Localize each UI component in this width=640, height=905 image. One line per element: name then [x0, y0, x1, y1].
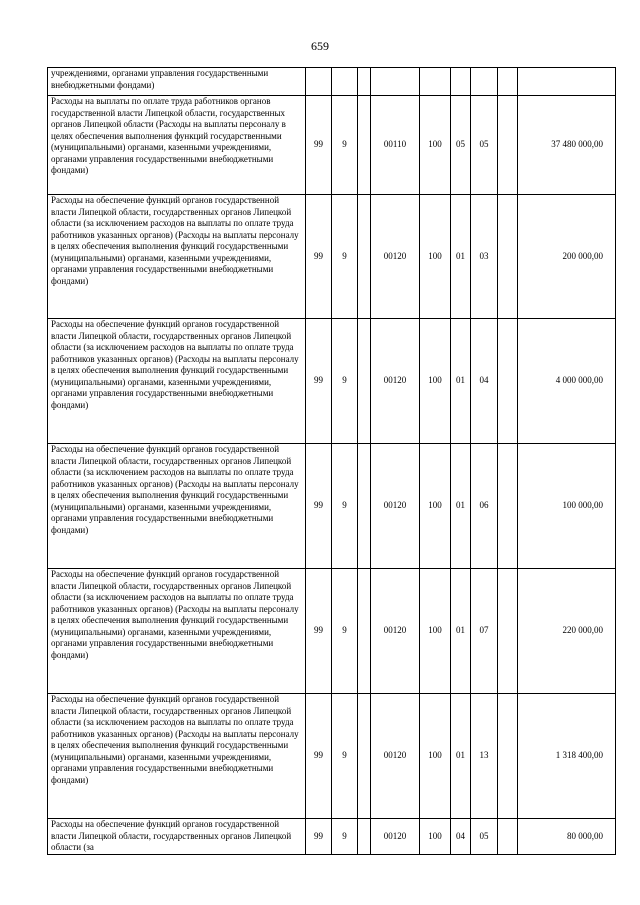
cell-subsection — [471, 68, 498, 96]
cell-subprogram: 9 — [332, 444, 358, 569]
cell-expense-type — [420, 68, 451, 96]
cell-amount: 220 000,00 — [518, 569, 616, 694]
cell-program: 99 — [306, 195, 332, 319]
cell-program: 99 — [306, 319, 332, 444]
cell-subprogram — [332, 68, 358, 96]
cell-subsection: 07 — [471, 569, 498, 694]
cell-subprogram: 9 — [332, 819, 358, 855]
cell-target-code: 00120 — [371, 819, 420, 855]
cell-expense-type: 100 — [420, 96, 451, 195]
table-row — [48, 694, 616, 819]
cell-amount: 4 000 000,00 — [518, 319, 616, 444]
cell-target-code: 00120 — [371, 319, 420, 444]
cell-empty — [498, 819, 518, 855]
cell-expense-type: 100 — [420, 569, 451, 694]
cell-expense-type: 100 — [420, 444, 451, 569]
cell-program: 99 — [306, 694, 332, 819]
cell-empty — [498, 569, 518, 694]
cell-section: 01 — [451, 195, 471, 319]
cell-subsection: 13 — [471, 694, 498, 819]
cell-expense-type: 100 — [420, 195, 451, 319]
cell-empty — [498, 68, 518, 96]
cell-subprogram: 9 — [332, 195, 358, 319]
row-description: Расходы на обеспечение функций органов государственной власти Липецкой области, государственных органов Липецкой области (за исключением расходов на выплаты по оплате труда работников указанных органов) (Расходы на выплаты персоналу в целях обеспечения выполнения функций государственными (муниципальными) органами, казенными учреждениями, органами управления государственными внебюджетными фондами) — [48, 319, 306, 444]
cell-section: 04 — [451, 819, 471, 855]
cell-amount: 80 000,00 — [518, 819, 616, 855]
row-description: Расходы на обеспечение функций органов государственной власти Липецкой области, государственных органов Липецкой области (за исключением расходов на выплаты по оплате труда работников указанных органов) (Расходы на выплаты персоналу в целях обеспечения выполнения функций государственными (муниципальными) органами, казенными учреждениями, органами управления государственными внебюджетными фондами) — [48, 569, 306, 694]
page-number: 659 — [311, 39, 329, 53]
cell-main-activity — [358, 319, 371, 444]
cell-main-activity — [358, 569, 371, 694]
row-description: Расходы на обеспечение функций органов государственной власти Липецкой области, государственных органов Липецкой области (за исключением расходов на выплаты по оплате труда работников указанных органов) (Расходы на выплаты персоналу в целях обеспечения выполнения функций государственными (муниципальными) органами, казенными учреждениями, органами управления государственными внебюджетными фондами) — [48, 195, 306, 319]
cell-main-activity — [358, 195, 371, 319]
row-description — [48, 819, 306, 855]
cell-amount: 37 480 000,00 — [518, 96, 616, 195]
cell-amount: 200 000,00 — [518, 195, 616, 319]
cell-program: 99 — [306, 569, 332, 694]
table-row — [48, 96, 616, 195]
cell-main-activity — [358, 96, 371, 195]
cell-main-activity — [358, 694, 371, 819]
cell-program: 99 — [306, 96, 332, 195]
cell-section — [451, 68, 471, 96]
cell-section: 01 — [451, 444, 471, 569]
row-description: Расходы на обеспечение функций органов государственной власти Липецкой области, государственных органов Липецкой области (за исключением расходов на выплаты по оплате труда работников указанных органов) (Расходы на выплаты персоналу в целях обеспечения выполнения функций государственными (муниципальными) органами, казенными учреждениями, органами управления государственными внебюджетными фондами) — [48, 444, 306, 569]
cell-expense-type: 100 — [420, 319, 451, 444]
cell-empty — [498, 444, 518, 569]
cell-empty — [498, 319, 518, 444]
cell-subsection: 06 — [471, 444, 498, 569]
cell-program: 99 — [306, 444, 332, 569]
row-description-text: Расходы на обеспечение функций органов государственной власти Липецкой области, государственных органов Липецкой области (за — [51, 819, 292, 853]
cell-subprogram: 9 — [332, 569, 358, 694]
cell-section: 01 — [451, 694, 471, 819]
table-row — [48, 819, 616, 855]
cell-target-code: 00120 — [371, 694, 420, 819]
cell-target-code: 00120 — [371, 444, 420, 569]
cell-main-activity — [358, 68, 371, 96]
cell-empty — [498, 694, 518, 819]
cell-program — [306, 68, 332, 96]
cell-main-activity — [358, 444, 371, 569]
table-row — [48, 444, 616, 569]
cell-amount — [518, 68, 616, 96]
cell-section: 05 — [451, 96, 471, 195]
cell-expense-type: 100 — [420, 819, 451, 855]
cell-main-activity — [358, 819, 371, 855]
cell-subprogram: 9 — [332, 319, 358, 444]
table-row — [48, 68, 616, 96]
row-description: Расходы на выплаты по оплате труда работников органов государственной власти Липецкой области, государственных органов Липецкой области (Расходы на выплаты персоналу в целях обеспечения выполнения функций государственными (муниципальными) органами, казенными учреждениями, органами управления государственными внебюджетными фондами) — [48, 96, 306, 195]
row-description: Расходы на обеспечение функций органов государственной власти Липецкой области, государственных органов Липецкой области (за исключением расходов на выплаты по оплате труда работников указанных органов) (Расходы на выплаты персоналу в целях обеспечения выполнения функций государственными (муниципальными) органами, казенными учреждениями, органами управления государственными внебюджетными фондами) — [48, 694, 306, 819]
cell-empty — [498, 195, 518, 319]
budget-table — [47, 67, 616, 855]
table-row — [48, 319, 616, 444]
cell-section: 01 — [451, 569, 471, 694]
cell-expense-type: 100 — [420, 694, 451, 819]
cell-target-code — [371, 68, 420, 96]
cell-amount: 1 318 400,00 — [518, 694, 616, 819]
cell-subsection: 03 — [471, 195, 498, 319]
cell-empty — [498, 96, 518, 195]
cell-target-code: 00110 — [371, 96, 420, 195]
cell-subsection: 05 — [471, 819, 498, 855]
table-row — [48, 195, 616, 319]
row-description: учреждениями, органами управления государственными внебюджетными фондами) — [48, 68, 306, 96]
cell-section: 01 — [451, 319, 471, 444]
cell-target-code: 00120 — [371, 569, 420, 694]
cell-target-code: 00120 — [371, 195, 420, 319]
cell-subsection: 05 — [471, 96, 498, 195]
cell-program: 99 — [306, 819, 332, 855]
cell-amount: 100 000,00 — [518, 444, 616, 569]
cell-subprogram: 9 — [332, 694, 358, 819]
cell-subprogram: 9 — [332, 96, 358, 195]
cell-subsection: 04 — [471, 319, 498, 444]
table-row — [48, 569, 616, 694]
